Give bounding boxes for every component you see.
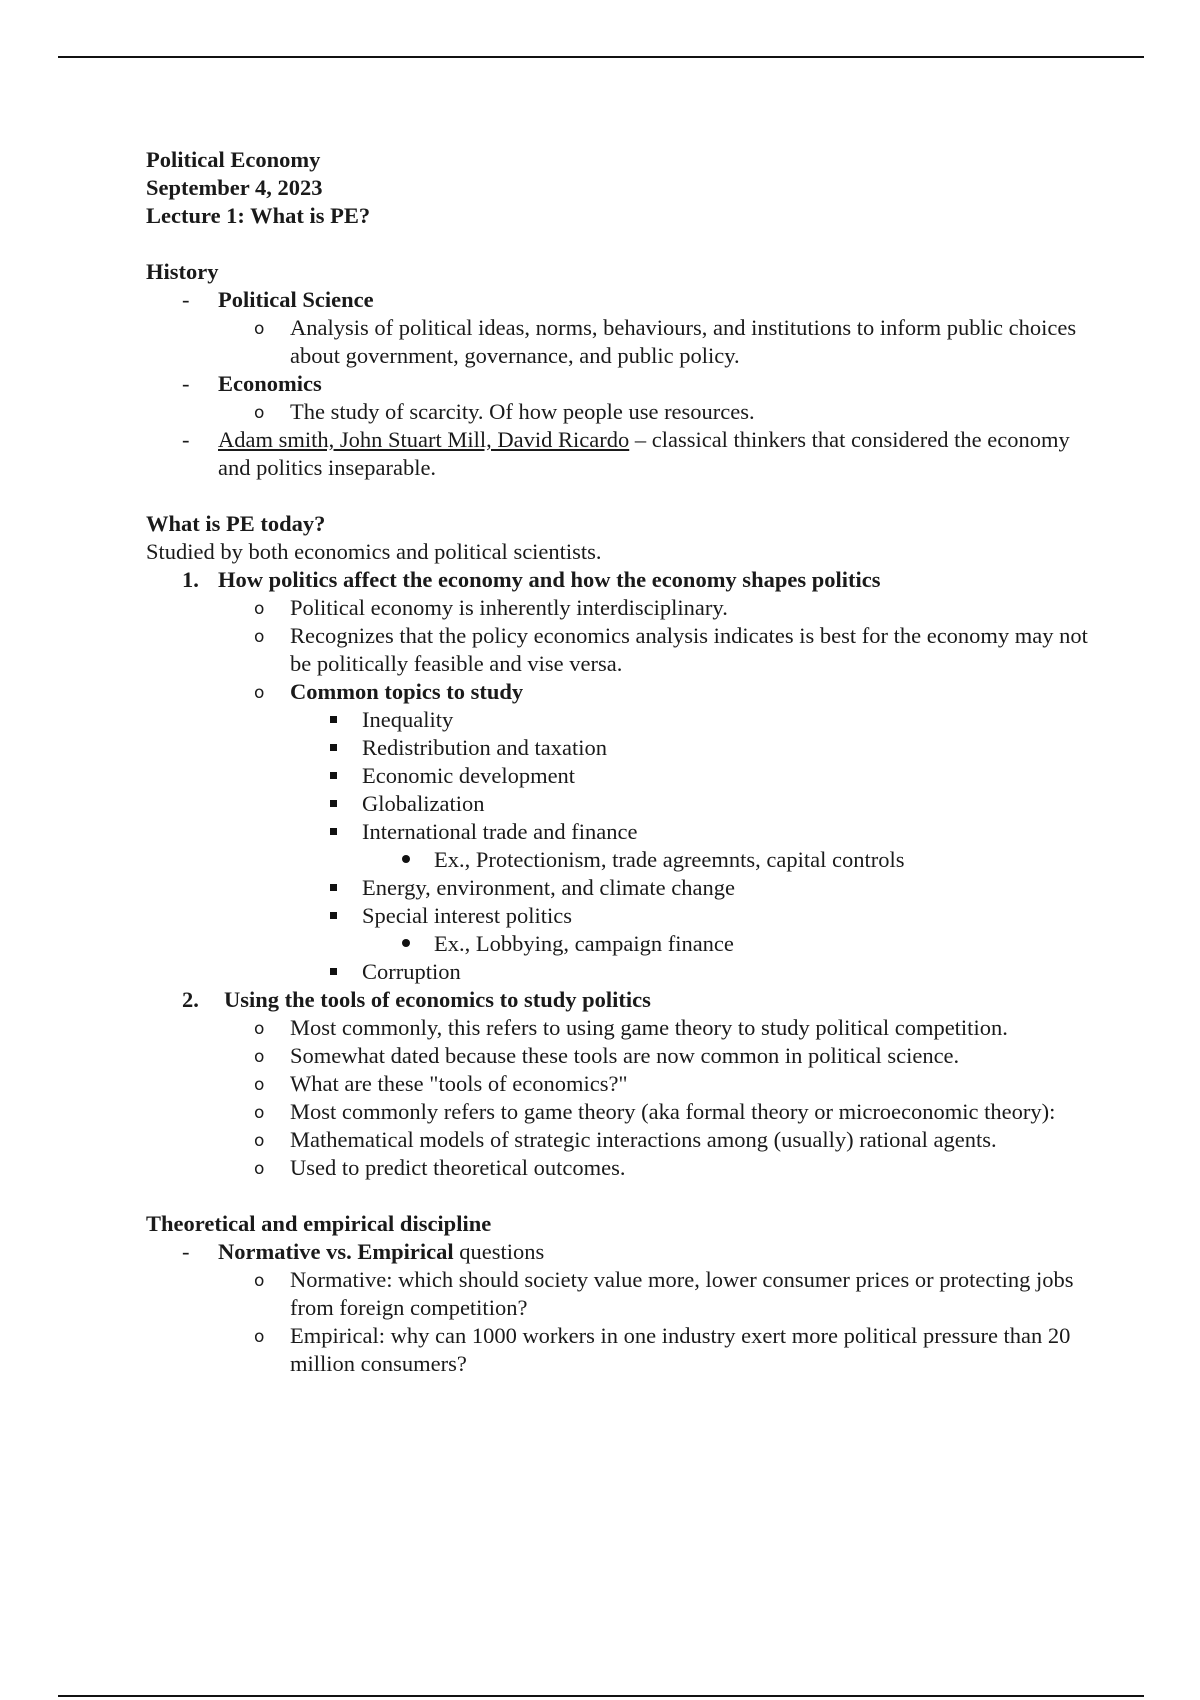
circle-marker: o — [254, 1019, 265, 1039]
list-item — [146, 1126, 1106, 1154]
list-item — [146, 1098, 1106, 1126]
topic-item — [146, 734, 1106, 762]
topic-item — [146, 902, 1106, 930]
section-1-title: How politics affect the economy and how the economy shapes politics — [218, 567, 881, 592]
circle-marker: o — [254, 1271, 265, 1291]
section-2-title: Using the tools of economics to study politics — [224, 987, 651, 1012]
dash-marker: - — [182, 427, 190, 452]
thinkers-names: Adam smith, John Stuart Mill, David Ricardo — [218, 427, 630, 452]
discipline-heading: Theoretical and empirical discipline — [146, 1211, 492, 1236]
topic-text: Redistribution and taxation — [362, 735, 607, 760]
economics-label: Economics — [218, 371, 322, 396]
section-2-point: Used to predict theoretical outcomes. — [290, 1155, 626, 1180]
square-bullet-icon — [330, 800, 337, 807]
example-text: Ex., Protectionism, trade agreemnts, capital controls — [434, 847, 905, 872]
topic-item — [146, 762, 1106, 790]
list-item — [146, 1266, 1106, 1322]
list-item — [146, 1238, 1106, 1266]
round-bullet-icon — [402, 939, 410, 947]
number-marker: 1. — [182, 567, 199, 592]
top-rule — [58, 56, 1144, 58]
list-item — [146, 370, 1106, 398]
topic-example — [146, 846, 1106, 874]
section-2-point: What are these "tools of economics?" — [290, 1071, 628, 1096]
circle-marker: o — [254, 1103, 265, 1123]
list-item — [146, 426, 1106, 482]
circle-marker: o — [254, 1159, 265, 1179]
circle-marker: o — [254, 1075, 265, 1095]
square-bullet-icon — [330, 884, 337, 891]
list-item — [146, 314, 1106, 370]
list-item — [146, 678, 1106, 706]
section-1-point: Political economy is inherently interdisciplinary. — [290, 595, 728, 620]
square-bullet-icon — [330, 912, 337, 919]
topic-item — [146, 958, 1106, 986]
today-heading: What is PE today? — [146, 511, 326, 536]
topic-example — [146, 930, 1106, 958]
today-intro: Studied by both economics and political scientists. — [146, 539, 602, 564]
lecture-notes — [146, 146, 1106, 1378]
square-bullet-icon — [330, 968, 337, 975]
topic-text: Inequality — [362, 707, 454, 732]
course-title: Political Economy — [146, 147, 321, 172]
topic-item — [146, 790, 1106, 818]
topic-text: Corruption — [362, 959, 461, 984]
circle-marker: o — [254, 1131, 265, 1151]
topic-text: Energy, environment, and climate change — [362, 875, 735, 900]
list-item — [146, 622, 1106, 678]
example-text: Ex., Lobbying, campaign finance — [434, 931, 734, 956]
political-science-label: Political Science — [218, 287, 374, 312]
thinkers-text: – classical thinkers that considered the economy and politics inseparable. — [218, 427, 1070, 480]
dash-marker: - — [182, 371, 190, 396]
topic-item — [146, 874, 1106, 902]
square-bullet-icon — [330, 772, 337, 779]
topics-label: Common topics to study — [290, 679, 524, 704]
circle-marker: o — [254, 403, 265, 423]
circle-marker: o — [254, 599, 265, 619]
circle-marker: o — [254, 683, 265, 703]
circle-marker: o — [254, 1047, 265, 1067]
topic-text: Globalization — [362, 791, 485, 816]
topic-text: Economic development — [362, 763, 576, 788]
bottom-rule — [58, 1695, 1144, 1697]
square-bullet-icon — [330, 716, 337, 723]
list-item — [146, 1070, 1106, 1098]
topic-text: Special interest politics — [362, 903, 572, 928]
square-bullet-icon — [330, 744, 337, 751]
list-item — [146, 286, 1106, 314]
list-item — [146, 1042, 1106, 1070]
topic-item — [146, 706, 1106, 734]
list-item — [146, 594, 1106, 622]
topic-text: International trade and finance — [362, 819, 638, 844]
section-2-heading — [146, 986, 1106, 1014]
number-marker: 2. — [182, 987, 199, 1012]
questions-text: questions — [453, 1239, 545, 1264]
political-science-text: Analysis of political ideas, norms, behaviours, and institutions to inform public choices about government, governance, and public policy. — [290, 315, 1077, 368]
history-heading: History — [146, 259, 219, 284]
section-1-heading — [146, 566, 1106, 594]
topic-item — [146, 818, 1106, 846]
circle-marker: o — [254, 319, 265, 339]
circle-marker: o — [254, 627, 265, 647]
normative-empirical-label: Normative vs. Empirical — [218, 1239, 454, 1264]
economics-text: The study of scarcity. Of how people use resources. — [290, 399, 755, 424]
list-item — [146, 1322, 1106, 1378]
section-1-point: Recognizes that the policy economics analysis indicates is best for the economy may not be politically feasible and vise versa. — [290, 623, 1088, 676]
circle-marker: o — [254, 1327, 265, 1347]
section-2-point: Mathematical models of strategic interactions among (usually) rational agents. — [290, 1127, 997, 1152]
section-2-point: Somewhat dated because these tools are now common in political science. — [290, 1043, 960, 1068]
round-bullet-icon — [402, 855, 410, 863]
square-bullet-icon — [330, 828, 337, 835]
normative-question: Normative: which should society value more, lower consumer prices or protecting jobs from foreign competition? — [290, 1267, 1074, 1320]
empirical-question: Empirical: why can 1000 workers in one industry exert more political pressure than 20 million consumers? — [290, 1323, 1071, 1376]
list-item — [146, 1154, 1106, 1182]
section-2-point: Most commonly refers to game theory (aka formal theory or microeconomic theory): — [290, 1099, 1056, 1124]
dash-marker: - — [182, 1239, 190, 1264]
dash-marker: - — [182, 287, 190, 312]
list-item — [146, 398, 1106, 426]
list-item — [146, 1014, 1106, 1042]
lecture-date: September 4, 2023 — [146, 175, 323, 200]
section-2-point: Most commonly, this refers to using game theory to study political competition. — [290, 1015, 1008, 1040]
lecture-title: Lecture 1: What is PE? — [146, 203, 371, 228]
